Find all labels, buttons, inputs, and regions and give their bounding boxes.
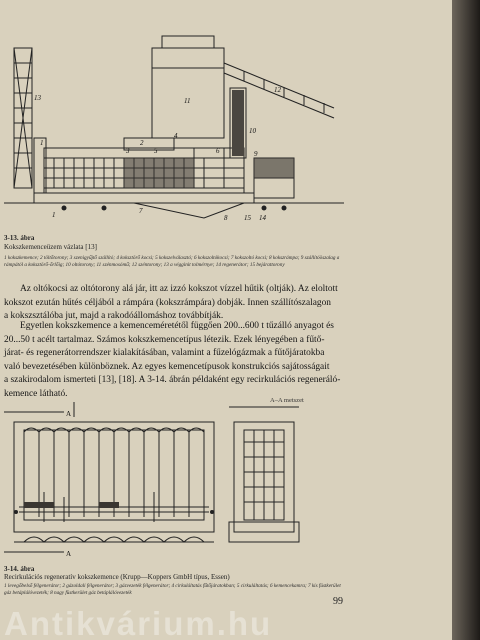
figure1-label: 14 [259, 214, 266, 222]
paragraph-line: 20...50 t acélt tartalmaz. Számos kokszkemencetípus létezik. Ezek lényegében a fűtő- [4, 334, 325, 345]
figure2-legend: 1 levegőbelső félgenerátor; 2 gázoldali félgenerátor; 3 gázvezeték félgenerátor; 4 cirkuláltatás fűtőjáratokban; 5 cirkuláltatás; 6 kemencekamra; 7 kis füstkerület gáz betáplálóvezeték; 8 nagy füstkerület gáz betáplálóvezeték [4, 583, 341, 596]
page-number: 99 [333, 596, 343, 607]
figure1-caption-title: 3-13. ábra [4, 234, 35, 242]
watermark: Antikvárium.hu [4, 605, 273, 640]
figure-coke-plant-sketch [4, 8, 344, 230]
paragraph-line: Egyetlen kokszkemence a kemenceméretétől függően 200...600 t tűzálló anyagot és [20, 321, 334, 331]
figure1-label: 3 [126, 147, 130, 155]
figure-regenerative-oven [4, 402, 344, 562]
figure1-label: 11 [184, 97, 191, 105]
figure2-caption-title: 3-14. ábra [4, 565, 35, 573]
figure1-label: 2 [140, 139, 144, 147]
figure1-label: 10 [249, 127, 256, 135]
figure1-label: 7 [139, 207, 143, 215]
figure2-label: A [66, 550, 72, 558]
paragraph-line: a kokszsztálóba jut, majd a rakodóállomáshoz továbbítják. [4, 311, 224, 321]
figure1-label: 6 [216, 147, 220, 155]
paragraph-line: járat- és regenerátorrendszer kialakításában, valamint a fűzelógázmak a fűtőjáratokba [4, 348, 325, 358]
paragraph-line: kokszot ezután hűtés céljából a rámpára (kokszrámpára) dobják. Innen szállítószalagon [4, 297, 331, 308]
figure1-label: 5 [154, 147, 158, 155]
paragraph-1 [4, 283, 344, 324]
figure1-label: 8 [224, 214, 228, 222]
figure1-label: 1 [52, 211, 56, 219]
paragraph-line: kemence látható. [4, 388, 68, 399]
figure1-label: 1 [40, 139, 44, 147]
figure1-label: 13 [34, 94, 41, 102]
figure1-legend: 1 kokszkemence; 2 töltőtorony; 3 szenigyűjtő szállító; 4 koksztörő kocsi; 5 kokszelválasztó; 6 kokszoltókocsi; 7 kokszoltó kocsi; 8 kokszrámpa; 9 szállítóöszalag a rámpától a koksztörő-őrlőig; 10 oltótorony; 11 szénmosómű; 12 széntorony; 13 a végginit tolmérnye; 14 regenerátor; 15 bejárattorony [4, 255, 340, 268]
paragraph-line: a szakirodalom ismerteti [13], [18]. A 3-14. ábrán példaként egy recirkulációs regeneráló- [4, 375, 341, 385]
paragraph-line: Az oltókocsi az oltótorony alá jár, itt az izzó kokszot vízzel hűtik (oltják). Az eloltott [20, 284, 338, 294]
figure1-label: 9 [254, 150, 258, 158]
figure1-label: 12 [274, 86, 281, 94]
page-edge-shadow [452, 0, 480, 640]
figure2-caption-subtitle: Recirkulációs regeneratív kokszkemence (Krupp—Koppers GmbH típus, Essen) [4, 573, 230, 581]
paragraph-line: való bevezetésében különböznek. Az egyes kemencetípusok konstrukciós sajátosságait [4, 361, 330, 372]
figure2-label: A [66, 410, 72, 418]
figure1-caption-subtitle: Kokszkemenceüzem vázlata [13] [4, 243, 97, 251]
figure2-section-title: A–A metszet [270, 397, 304, 404]
figure1-label: 15 [244, 214, 251, 222]
figure1-label: 4 [174, 132, 178, 140]
paragraph-2 [4, 320, 344, 401]
